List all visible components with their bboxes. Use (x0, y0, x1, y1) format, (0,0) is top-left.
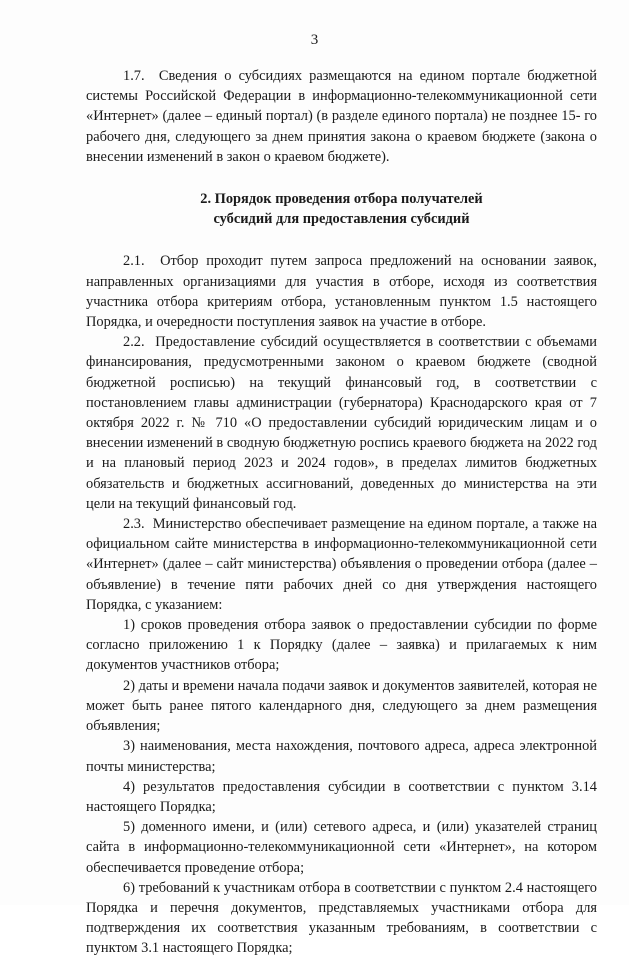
list-item-5: 5) доменного имени, и (или) сетевого адреса, и (или) указателей страниц сайта в информационно-телекоммуникационной сети «Интернет», на котором обеспечивается проведение отбора; (86, 819, 597, 876)
section-heading (86, 189, 597, 229)
section-heading-line-1: 2. Порядок проведения отбора получателей (200, 191, 483, 208)
paragraph-1-7: 1.7. Сведения о субсидиях размещаются на едином портале бюджетной системы Российской Федерации в информационно-телекоммуникационной сети «Интернет» (далее – единый портал) (в разделе единого портала) не позднее 15- го рабочего дня, следующего за днем принятия закона о краевом бюджете (закона о внесении изменений в закон о краевом бюджете). (86, 68, 597, 165)
list-item-2: 2) даты и времени начала подачи заявок и документов заявителей, которая не может быть ранее пятого календарного дня, следующего за днем размещения объявления; (86, 677, 597, 735)
paragraph-2-1: 2.1. Отбор проходит путем запроса предложений на основании заявок, направленных организациями для участия в отборе, исходя из соответствия участника отбора критериям отбора, установленным пунктом 1.5 настоящего Порядка, и очередности поступления заявок на участие в отборе. (86, 253, 597, 331)
page-number: 3 (310, 32, 319, 48)
list-item-4: 4) результатов предоставления субсидии в соответствии с пунктом 3.14 настоящего Порядка; (86, 778, 597, 815)
list-item-1: 1) сроков проведения отбора заявок о предоставлении субсидии по форме согласно приложению 1 к Порядку (далее – заявка) и прилагаемых к ним документов участников отбора; (86, 617, 597, 674)
list-item-6: 6) требований к участникам отбора в соответствии с пунктом 2.4 настоящего Порядка и перечня документов, представляемых участниками отбора для подтверждения их соответствия указанным требованиям, в соответствии с пунктом 3.1 настоящего Порядка; (86, 879, 597, 957)
paragraph-2-2: 2.2. Предоставление субсидий осуществляется в соответствии с объемами финансирования, предусмотренными законом о краевом бюджете (сводной бюджетной росписью) на текущий финансовый год, в соответствии с постановлением главы администрации (губернатора) Краснодарского края от 7 октября 2022 г. № 710 «О предоставлении субсидий юридическим лицам и о внесении изменений в сводную бюджетную роспись краевого бюджета на 2022 год и на плановый период 2023 и 2024 годов», в пределах лимитов бюджетных обязательств и бюджетных ассигнований, доведенных до министерства на эти цели на текущий финансовый год. (86, 334, 597, 512)
document-body (86, 66, 597, 959)
list-item-3: 3) наименования, места нахождения, почтового адреса, адреса электронной почты министерства; (86, 738, 597, 775)
section-heading-line-2: субсидий для предоставления субсидий (213, 211, 470, 228)
paragraph-2-3: 2.3. Министерство обеспечивает размещение на едином портале, а также на официальном сайте министерства в информационно-телекоммуникационной сети «Интернет» (далее – сайт министерства) объявления о проведении отбора (далее – объявление) в течение пяти рабочих дней со дня утверждения настоящего Порядка, с указанием: (86, 516, 597, 613)
